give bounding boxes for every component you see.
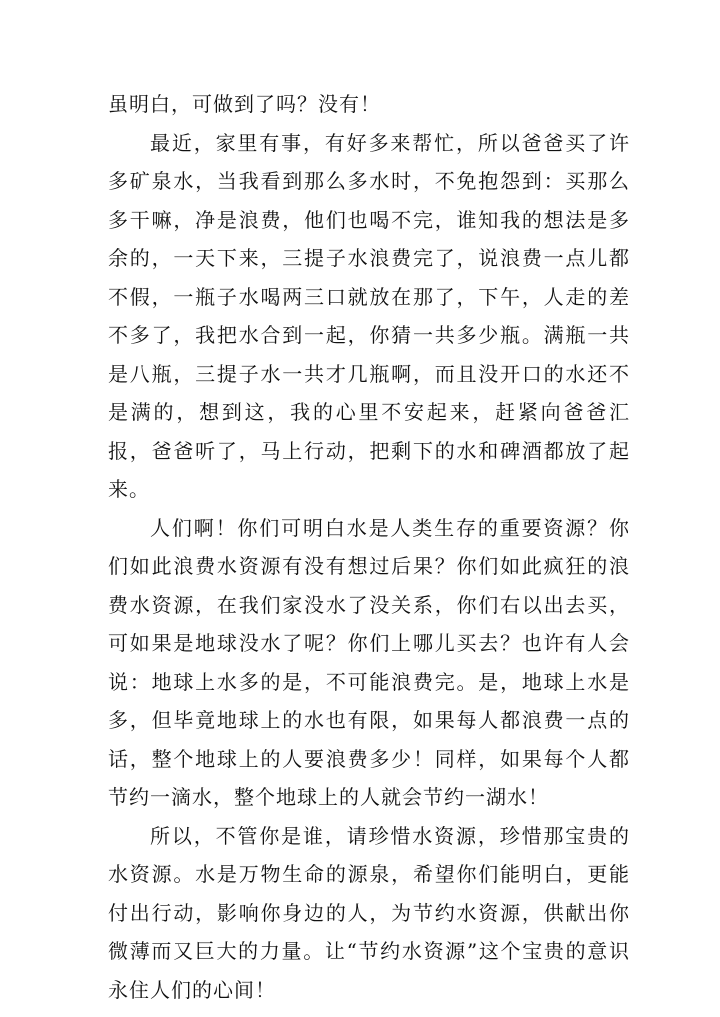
paragraph-recent-event: 最近，家里有事，有好多来帮忙，所以爸爸买了许多矿泉水，当我看到那么多水时，不免抱怨到：买那么多干嘛，净是浪费，他们也喝不完，谁知我的想法是多余的，一天下来，三提子水浪费完了，说浪费一点儿都不假，一瓶子水喝两三口就放在那了，下午，人走的差不多了，我把水合到一起，你猜一共多少瓶。满瓶一共是八瓶，三提子水一共才几瓶啊，而且没开口的水还不是满的，想到这，我的心里不安起来，赶紧向爸爸汇报，爸爸听了，马上行动，把剩下的水和碑酒都放了起来。	[108, 130, 630, 501]
paragraph-appeal: 人们啊！你们可明白水是人类生存的重要资源？你们如此浪费水资源有没有想过后果？你们如此疯狂的浪费水资源，在我们家没水了没关系，你们右以出去买，可如果是地球没水了呢？你们上哪儿买去？也许有人会说：地球上水多的是，不可能浪费完。是，地球上水是多，但毕竟地球上的水也有限，如果每人都浪费一点的话，整个地球上的人要浪费多少！同样，如果每个人都节约一滴水，整个地球上的人就会节约一湖水！	[108, 515, 630, 809]
paragraph-conclusion: 所以，不管你是谁，请珍惜水资源，珍惜那宝贵的水资源。水是万物生命的源泉，希望你们能明白，更能付出行动，影响你身边的人，为节约水资源，供献出你微薄而又巨大的力量。让“节约水资源”这个宝贵的意识永住人们的心间！	[108, 823, 630, 1002]
essay-body	[108, 85, 630, 1009]
paragraph-continuation: 虽明白，可做到了吗？没有！	[108, 92, 381, 116]
